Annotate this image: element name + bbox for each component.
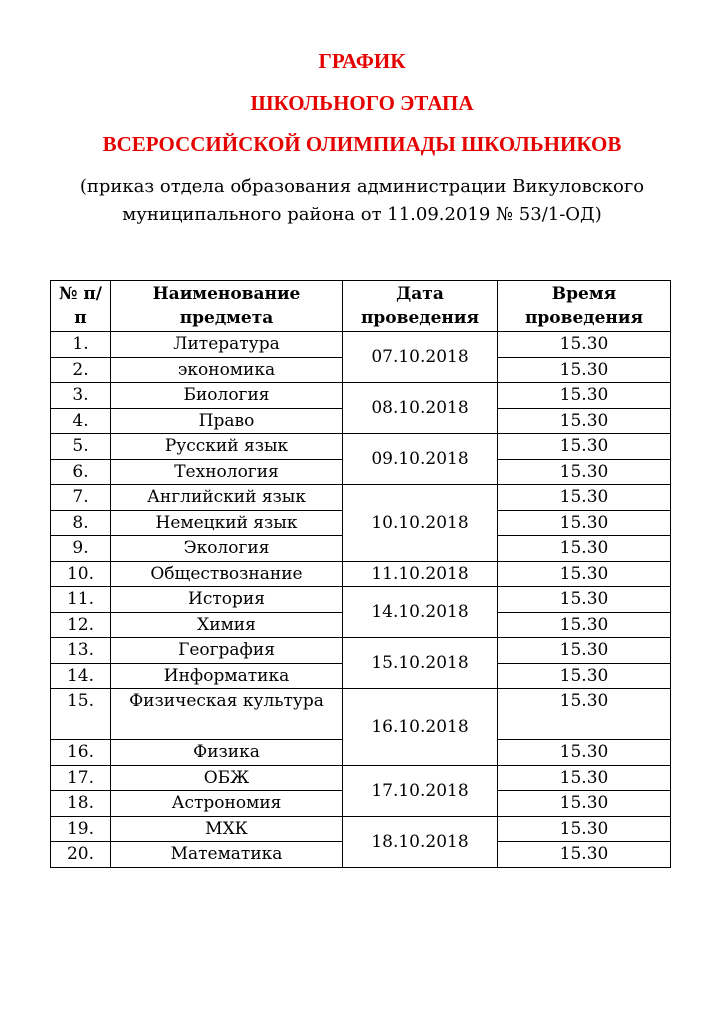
table-row bbox=[51, 332, 671, 358]
row-time: 15.30 bbox=[498, 408, 671, 434]
table-row bbox=[51, 638, 671, 664]
row-num: 1. bbox=[51, 332, 111, 358]
row-subject: Физическая культура bbox=[111, 689, 343, 740]
row-num: 6. bbox=[51, 459, 111, 485]
row-time: 15.30 bbox=[498, 816, 671, 842]
row-date: 08.10.2018 bbox=[343, 383, 498, 434]
row-time: 15.30 bbox=[498, 842, 671, 868]
row-subject: Экология bbox=[111, 536, 343, 562]
row-subject: Русский язык bbox=[111, 434, 343, 460]
row-subject: экономика bbox=[111, 357, 343, 383]
row-num: 10. bbox=[51, 561, 111, 587]
row-num: 16. bbox=[51, 740, 111, 766]
row-time: 15.30 bbox=[498, 561, 671, 587]
row-subject: Английский язык bbox=[111, 485, 343, 511]
row-time: 15.30 bbox=[498, 510, 671, 536]
row-time: 15.30 bbox=[498, 740, 671, 766]
row-date: 10.10.2018 bbox=[343, 485, 498, 562]
row-date: 07.10.2018 bbox=[343, 332, 498, 383]
row-time: 15.30 bbox=[498, 434, 671, 460]
header-time: Время проведения bbox=[498, 281, 671, 332]
row-time: 15.30 bbox=[498, 383, 671, 409]
row-time: 15.30 bbox=[498, 612, 671, 638]
table-row bbox=[51, 689, 671, 740]
row-subject: Астрономия bbox=[111, 791, 343, 817]
header-date: Дата проведения bbox=[343, 281, 498, 332]
row-num: 20. bbox=[51, 842, 111, 868]
order-reference-line-1: (приказ отдела образования администрации Викуловского bbox=[79, 176, 645, 197]
row-time: 15.30 bbox=[498, 689, 671, 740]
row-num: 8. bbox=[51, 510, 111, 536]
title-line-1: ГРАФИК bbox=[318, 49, 406, 73]
row-subject: Физика bbox=[111, 740, 343, 766]
order-reference bbox=[0, 173, 724, 229]
olympiad-schedule-table bbox=[50, 280, 671, 868]
row-date: 16.10.2018 bbox=[343, 689, 498, 766]
row-time: 15.30 bbox=[498, 663, 671, 689]
row-subject: Химия bbox=[111, 612, 343, 638]
table-row bbox=[51, 587, 671, 613]
row-num: 7. bbox=[51, 485, 111, 511]
row-num: 13. bbox=[51, 638, 111, 664]
row-time: 15.30 bbox=[498, 459, 671, 485]
row-num: 19. bbox=[51, 816, 111, 842]
title-line-3: ВСЕРОССИЙСКОЙ ОЛИМПИАДЫ ШКОЛЬНИКОВ bbox=[102, 132, 622, 156]
row-time: 15.30 bbox=[498, 765, 671, 791]
table-header-row bbox=[51, 281, 671, 332]
row-num: 2. bbox=[51, 357, 111, 383]
row-subject: Литература bbox=[111, 332, 343, 358]
row-time: 15.30 bbox=[498, 332, 671, 358]
row-time: 15.30 bbox=[498, 357, 671, 383]
row-date: 09.10.2018 bbox=[343, 434, 498, 485]
row-time: 15.30 bbox=[498, 536, 671, 562]
row-subject: Право bbox=[111, 408, 343, 434]
row-num: 5. bbox=[51, 434, 111, 460]
row-num: 9. bbox=[51, 536, 111, 562]
row-subject: МХК bbox=[111, 816, 343, 842]
row-subject: Биология bbox=[111, 383, 343, 409]
row-date: 17.10.2018 bbox=[343, 765, 498, 816]
row-date: 11.10.2018 bbox=[343, 561, 498, 587]
row-subject: ОБЖ bbox=[111, 765, 343, 791]
row-subject: Немецкий язык bbox=[111, 510, 343, 536]
row-date: 14.10.2018 bbox=[343, 587, 498, 638]
row-time: 15.30 bbox=[498, 638, 671, 664]
table-row bbox=[51, 434, 671, 460]
row-num: 15. bbox=[51, 689, 111, 740]
row-time: 15.30 bbox=[498, 587, 671, 613]
header-subject: Наименование предмета bbox=[111, 281, 343, 332]
row-date: 15.10.2018 bbox=[343, 638, 498, 689]
title-line-2: ШКОЛЬНОГО ЭТАПА bbox=[250, 91, 474, 115]
row-subject: Математика bbox=[111, 842, 343, 868]
table-row bbox=[51, 765, 671, 791]
row-num: 12. bbox=[51, 612, 111, 638]
row-num: 11. bbox=[51, 587, 111, 613]
row-num: 14. bbox=[51, 663, 111, 689]
order-reference-line-2: муниципального района от 11.09.2019 № 53/1-ОД) bbox=[122, 204, 602, 225]
table-row bbox=[51, 816, 671, 842]
row-num: 18. bbox=[51, 791, 111, 817]
row-time: 15.30 bbox=[498, 791, 671, 817]
row-num: 17. bbox=[51, 765, 111, 791]
table-row bbox=[51, 383, 671, 409]
row-time: 15.30 bbox=[498, 485, 671, 511]
row-subject: География bbox=[111, 638, 343, 664]
header-num: № п/п bbox=[51, 281, 111, 332]
row-num: 4. bbox=[51, 408, 111, 434]
row-subject: Технология bbox=[111, 459, 343, 485]
row-subject: Обществознание bbox=[111, 561, 343, 587]
row-subject: Информатика bbox=[111, 663, 343, 689]
row-subject: История bbox=[111, 587, 343, 613]
table-row bbox=[51, 485, 671, 511]
row-date: 18.10.2018 bbox=[343, 816, 498, 867]
row-num: 3. bbox=[51, 383, 111, 409]
table-row bbox=[51, 561, 671, 587]
